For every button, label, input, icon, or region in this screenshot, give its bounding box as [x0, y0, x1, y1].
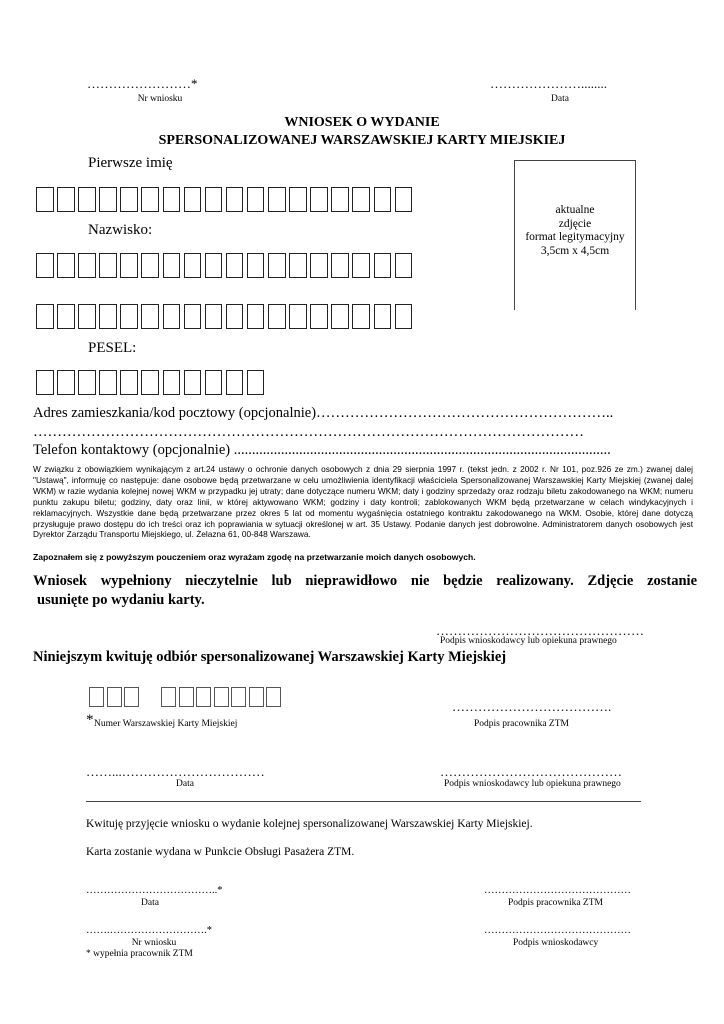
footer-nr-dots[interactable]: …….……………………….*	[86, 925, 212, 936]
pesel-digit-box[interactable]	[57, 370, 75, 395]
pesel-digit-box[interactable]	[184, 370, 202, 395]
first-name-char-box[interactable]	[57, 187, 75, 212]
pesel-digit-box[interactable]	[78, 370, 96, 395]
wkm-number-label: Numer Warszawskiej Karty Miejskiej	[94, 719, 238, 729]
surname-boxes-second[interactable]	[36, 304, 416, 329]
wkm-digit-box[interactable]	[89, 687, 104, 707]
section-divider	[86, 801, 641, 802]
wkm-digit-box[interactable]	[266, 687, 281, 707]
surname-char-box[interactable]	[395, 253, 413, 278]
surname-char-box[interactable]	[226, 253, 244, 278]
wkm-digit-box[interactable]	[249, 687, 264, 707]
surname-char-box[interactable]	[57, 304, 75, 329]
surname-char-box[interactable]	[36, 253, 54, 278]
privacy-notice: W związku z obowiązkiem wynikającym z art.24 ustawy o ochronie danych osobowych z dnia 29 sierpnia 1997 r. (tekst jedn. z 2002 r. Nr 101, poz.926 ze zm.) zwanej dalej "Ustawą", informuję co następuje: dane osobowe będą przetwarzane w celu umożliwienia identyfikacji właściciela Spersonalizowanej Warszawskiej Karty Miejskiej (zwanej dalej WKM) w razie wydania kolejnej nowej WKM w przypadku jej utraty; dane dotyczące numeru WKM; daty i godziny sprzedaży oraz rodzaju biletu zakodowanego na WKM; numeru punktu zakupu biletu; godziny, daty oraz linii, w której aktywowano WKM; godziny i daty kontroli; zablokowanych WKM będą przetwarzane w celach windykacyjnych i reklamacyjnych. Wszystkie dane będą przetwarzane przez okres 5 lat od momentu wygaśnięcia ostatniego kontraktu zakodowanego na WKM. Osobie, której dane dotyczą przysługuje prawo dostępu do ich treści oraz ich poprawiania w sytuacji określonej w art. 35 Ustawy. Podanie danych jest dobrowolne. Administratorem danych osobowych jest Dyrektor Zarządu Transportu Miejskiego, ul. Żelazna 61, 00-848 Warszawa.	[33, 464, 693, 540]
surname-boxes[interactable]	[36, 253, 416, 278]
first-name-char-box[interactable]	[310, 187, 328, 212]
footer-date-dots[interactable]: ………………………………..*	[86, 885, 223, 896]
pesel-digit-box[interactable]	[163, 370, 181, 395]
surname-char-box[interactable]	[184, 253, 202, 278]
surname-char-box[interactable]	[99, 253, 117, 278]
surname-char-box[interactable]	[163, 304, 181, 329]
surname-char-box[interactable]	[78, 304, 96, 329]
phone-field[interactable]: Telefon kontaktowy (opcjonalnie) ........................................................................................................	[33, 442, 611, 458]
surname-char-box[interactable]	[205, 304, 223, 329]
asterisk-mark: *	[86, 712, 94, 728]
applicant-signature-label: Podpis wnioskodawcy lub opiekuna prawnego	[440, 636, 617, 646]
request-number-dots[interactable]: ……………………*	[87, 76, 198, 91]
surname-char-box[interactable]	[352, 304, 370, 329]
first-name-label: Pierwsze imię	[88, 155, 173, 171]
surname-char-box[interactable]	[184, 304, 202, 329]
surname-char-box[interactable]	[36, 304, 54, 329]
footer-acknowledgement: Kwituję przyjęcie wniosku o wydanie kolejnej spersonalizowanej Warszawskiej Karty Miejskiej.	[86, 818, 533, 830]
request-number-label: Nr wniosku	[137, 94, 183, 104]
receipt-signature-dots[interactable]: ……………………………………	[440, 764, 622, 779]
surname-char-box[interactable]	[268, 253, 286, 278]
surname-char-box[interactable]	[120, 304, 138, 329]
footer-ztm-label: Podpis pracownika ZTM	[508, 898, 603, 908]
address-field[interactable]: Adres zamieszkania/kod pocztowy (opcjonalnie)……………………………………………………..	[33, 405, 614, 421]
warning-line1: Wniosek wypełniony nieczytelnie lub nieprawidłowo nie będzie realizowany. Zdjęcie zostanie	[33, 573, 697, 589]
surname-char-box[interactable]	[226, 304, 244, 329]
wkm-digit-box[interactable]	[107, 687, 122, 707]
surname-char-box[interactable]	[331, 253, 349, 278]
photo-text-line2: zdjęcie	[558, 217, 592, 230]
applicant-signature-dots[interactable]: …………………………………………	[436, 623, 644, 638]
address-field-continued[interactable]: ……………………………………………………………………………………………………	[33, 424, 584, 440]
first-name-char-box[interactable]	[331, 187, 349, 212]
photo-box[interactable]	[514, 160, 636, 310]
wkm-digit-box[interactable]	[196, 687, 211, 707]
surname-char-box[interactable]	[141, 253, 159, 278]
surname-char-box[interactable]	[289, 304, 307, 329]
footer-note: * wypełnia pracownik ZTM	[86, 949, 193, 959]
surname-char-box[interactable]	[57, 253, 75, 278]
warning-line2: usunięte po wydaniu karty.	[37, 592, 205, 608]
photo-text-line1: aktualne	[555, 204, 595, 216]
date-label: Data	[551, 94, 569, 104]
pesel-digit-box[interactable]	[226, 370, 244, 395]
first-name-char-box[interactable]	[289, 187, 307, 212]
surname-char-box[interactable]	[289, 253, 307, 278]
first-name-char-box[interactable]	[205, 187, 223, 212]
pesel-digit-box[interactable]	[205, 370, 223, 395]
first-name-char-box[interactable]	[268, 187, 286, 212]
photo-text-line3: format legitymacyjny	[525, 231, 625, 243]
surname-char-box[interactable]	[310, 304, 328, 329]
footer-nr-label: Nr wniosku	[131, 938, 177, 948]
first-name-char-box[interactable]	[184, 187, 202, 212]
wkm-digit-box[interactable]	[124, 687, 139, 707]
surname-char-box[interactable]	[78, 253, 96, 278]
surname-char-box[interactable]	[99, 304, 117, 329]
surname-char-box[interactable]	[141, 304, 159, 329]
pesel-digit-box[interactable]	[247, 370, 265, 395]
surname-char-box[interactable]	[247, 253, 265, 278]
wkm-digit-box[interactable]	[161, 687, 176, 707]
wkm-number-boxes-a[interactable]	[89, 687, 142, 707]
receipt-signature-label: Podpis wnioskodawcy lub opiekuna prawnego	[444, 779, 621, 789]
pesel-digit-box[interactable]	[99, 370, 117, 395]
footer-applicant-label: Podpis wnioskodawcy	[513, 938, 599, 948]
surname-label: Nazwisko:	[88, 222, 153, 238]
surname-char-box[interactable]	[310, 253, 328, 278]
surname-char-box[interactable]	[163, 253, 181, 278]
first-name-char-box[interactable]	[99, 187, 117, 212]
surname-char-box[interactable]	[374, 253, 392, 278]
receipt-date-label: Data	[176, 779, 194, 789]
first-name-char-box[interactable]	[226, 187, 244, 212]
footer-applicant-dots[interactable]: ……………………………………	[484, 925, 631, 936]
pesel-label: PESEL:	[88, 340, 137, 356]
surname-char-box[interactable]	[247, 304, 265, 329]
first-name-boxes[interactable]	[36, 187, 416, 212]
pesel-digit-box[interactable]	[120, 370, 138, 395]
surname-char-box[interactable]	[331, 304, 349, 329]
receipt-date-dots[interactable]: ……...……………………………	[86, 764, 265, 779]
first-name-char-box[interactable]	[374, 187, 392, 212]
footer-date-label: Data	[141, 898, 159, 908]
form-title-line2: SPERSONALIZOWANEJ WARSZAWSKIEJ KARTY MIEJSKIEJ	[158, 133, 566, 148]
pesel-digit-box[interactable]	[141, 370, 159, 395]
surname-char-box[interactable]	[374, 304, 392, 329]
first-name-char-box[interactable]	[352, 187, 370, 212]
wkm-digit-box[interactable]	[179, 687, 194, 707]
wkm-number-boxes-b[interactable]	[161, 687, 284, 707]
surname-char-box[interactable]	[205, 253, 223, 278]
first-name-char-box[interactable]	[120, 187, 138, 212]
first-name-char-box[interactable]	[36, 187, 54, 212]
wkm-digit-box[interactable]	[214, 687, 229, 707]
wkm-digit-box[interactable]	[231, 687, 246, 707]
surname-char-box[interactable]	[120, 253, 138, 278]
surname-char-box[interactable]	[268, 304, 286, 329]
ztm-signature-dots[interactable]: ……………………………….	[452, 699, 612, 714]
pesel-boxes[interactable]	[36, 370, 268, 395]
footer-pickup-info: Karta zostanie wydana w Punkcie Obsługi Pasażera ZTM.	[86, 846, 355, 858]
pesel-digit-box[interactable]	[36, 370, 54, 395]
form-title-line1: WNIOSEK O WYDANIE	[284, 115, 440, 130]
surname-char-box[interactable]	[352, 253, 370, 278]
first-name-char-box[interactable]	[395, 187, 413, 212]
date-dots[interactable]: …………………........	[490, 76, 607, 91]
consent-statement: Zapoznałem się z powyższym pouczeniem oraz wyrażam zgodę na przetwarzanie moich danych osobowych.	[33, 552, 476, 562]
receipt-title: Niniejszym kwituję odbiór spersonalizowanej Warszawskiej Karty Miejskiej	[33, 649, 507, 665]
ztm-signature-label: Podpis pracownika ZTM	[474, 719, 569, 729]
first-name-char-box[interactable]	[78, 187, 96, 212]
photo-text-line4: 3,5cm x 4,5cm	[540, 244, 610, 257]
footer-ztm-dots[interactable]: ……………………………………	[484, 885, 631, 896]
surname-char-box[interactable]	[395, 304, 413, 329]
first-name-char-box[interactable]	[163, 187, 181, 212]
first-name-char-box[interactable]	[141, 187, 159, 212]
first-name-char-box[interactable]	[247, 187, 265, 212]
